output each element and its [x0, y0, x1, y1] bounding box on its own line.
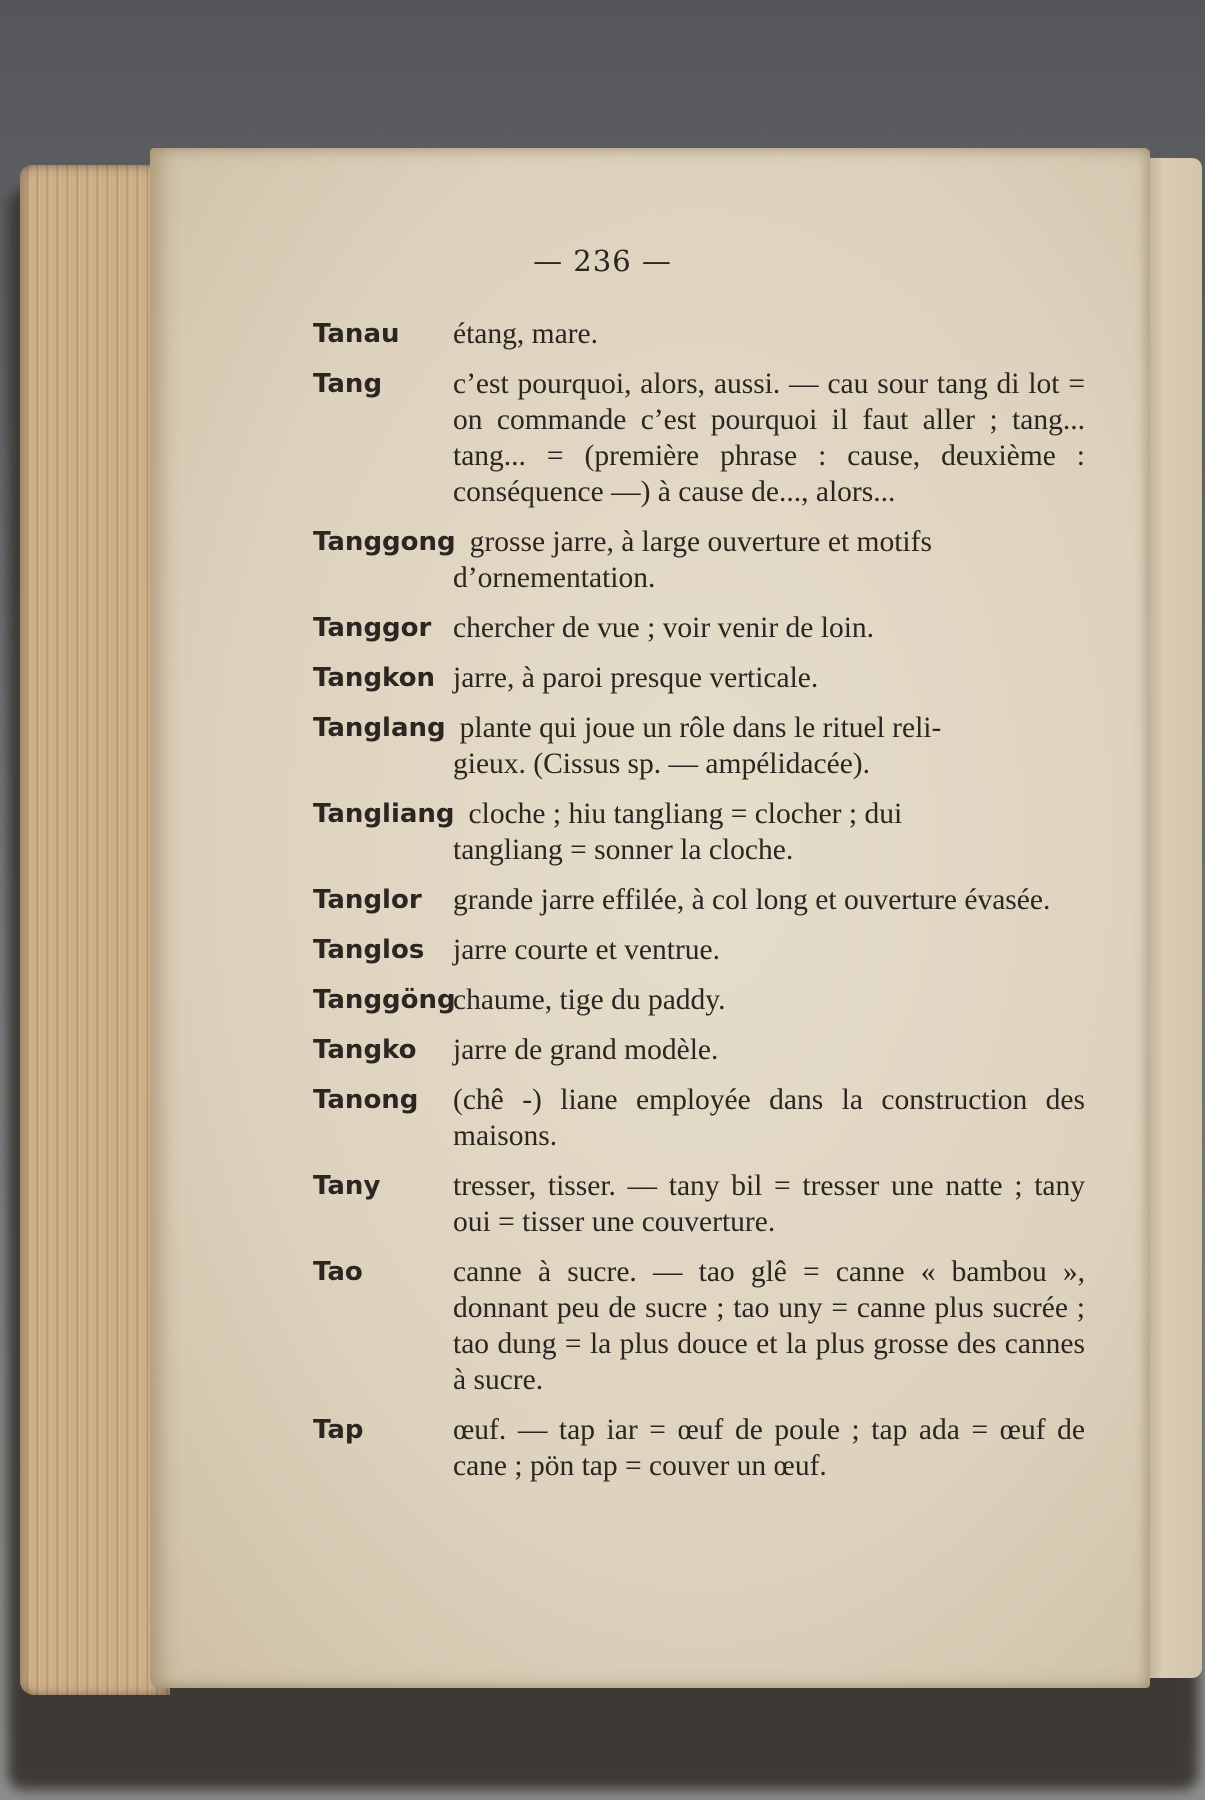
entry-tap [313, 1412, 1093, 1484]
entry-tangliang [313, 796, 1093, 868]
page-edges [20, 165, 170, 1695]
entry-definition: grande jarre effilée, à col long et ouverture évasée. [453, 884, 1051, 916]
entry-term: Tanglos [313, 935, 425, 965]
entry-definition: chaume, tige du paddy. [453, 984, 726, 1016]
entry-definition-continued: tangliang = sonner la cloche. [453, 834, 794, 866]
entry-tao [313, 1254, 1093, 1398]
entry-term: Tanggong [313, 527, 456, 557]
entry-term: Tanong [313, 1085, 419, 1115]
entry-term: Tanggöng [313, 985, 456, 1015]
entry-tangko [313, 1032, 1093, 1068]
entry-tanglang [313, 710, 1093, 782]
entry-tanggong [313, 524, 1093, 596]
entry-definition: chercher de vue ; voir venir de loin. [453, 612, 875, 644]
page-number: — 236 — [533, 244, 672, 278]
entry-definition: plante qui joue un rôle dans le rituel reli- [459, 712, 942, 744]
entry-term: Tang [313, 369, 383, 399]
entry-definition: (chê -) liane employée dans la construction des maisons. [453, 1084, 1085, 1152]
entry-definition: canne à sucre. — tao glê = canne « bambou », donnant peu de sucre ; tao uny = canne plus sucrée ; tao dung = la plus douce et la plus grosse des cannes à sucre. [453, 1256, 1085, 1396]
entry-definition: c’est pourquoi, alors, aussi. — cau sour tang di lot = on commande c’est pourquoi il faut aller ; tang... tang... = (première phrase : cause, deuxième : conséquence —) à cause de..., alors... [453, 368, 1085, 508]
entry-tanau [313, 316, 1093, 352]
entry-definition: œuf. — tap iar = œuf de poule ; tap ada = œuf de cane ; pön tap = couver un œuf. [453, 1414, 1085, 1482]
entry-definition: jarre, à paroi presque verticale. [453, 662, 819, 694]
entry-tanggor [313, 610, 1093, 646]
entry-tangkon [313, 660, 1093, 696]
entry-definition-continued: d’ornementation. [453, 562, 656, 594]
entry-tang [313, 366, 1093, 510]
entry-definition: grosse jarre, à large ouverture et motifs [469, 526, 932, 558]
entry-tanggong-umlaut [313, 982, 1093, 1018]
entry-term: Tao [313, 1257, 363, 1287]
entry-tanong [313, 1082, 1093, 1154]
dictionary-entries [313, 316, 1093, 1498]
entry-tanglor [313, 882, 1093, 918]
entry-tanglos [313, 932, 1093, 968]
entry-term: Tangko [313, 1035, 417, 1065]
entry-definition-continued: gieux. (Cissus sp. — ampélidacée). [453, 748, 871, 780]
entry-term: Tanglang [313, 713, 446, 743]
entry-definition: étang, mare. [453, 318, 598, 350]
entry-term: Tanau [313, 319, 400, 349]
entry-term: Tanggor [313, 613, 432, 643]
entry-term: Tany [313, 1171, 381, 1201]
facing-page [1142, 158, 1202, 1678]
entry-term: Tangkon [313, 663, 436, 693]
entry-tany [313, 1168, 1093, 1240]
entry-term: Tanglor [313, 885, 422, 915]
entry-definition: cloche ; hiu tangliang = clocher ; dui [468, 798, 903, 830]
entry-term: Tap [313, 1415, 364, 1445]
entry-definition: jarre de grand modèle. [453, 1034, 719, 1066]
entry-definition: tresser, tisser. — tany bil = tresser une natte ; tany oui = tisser une couverture. [453, 1170, 1085, 1238]
entry-definition: jarre courte et ventrue. [453, 934, 720, 966]
entry-term: Tangliang [313, 799, 455, 829]
